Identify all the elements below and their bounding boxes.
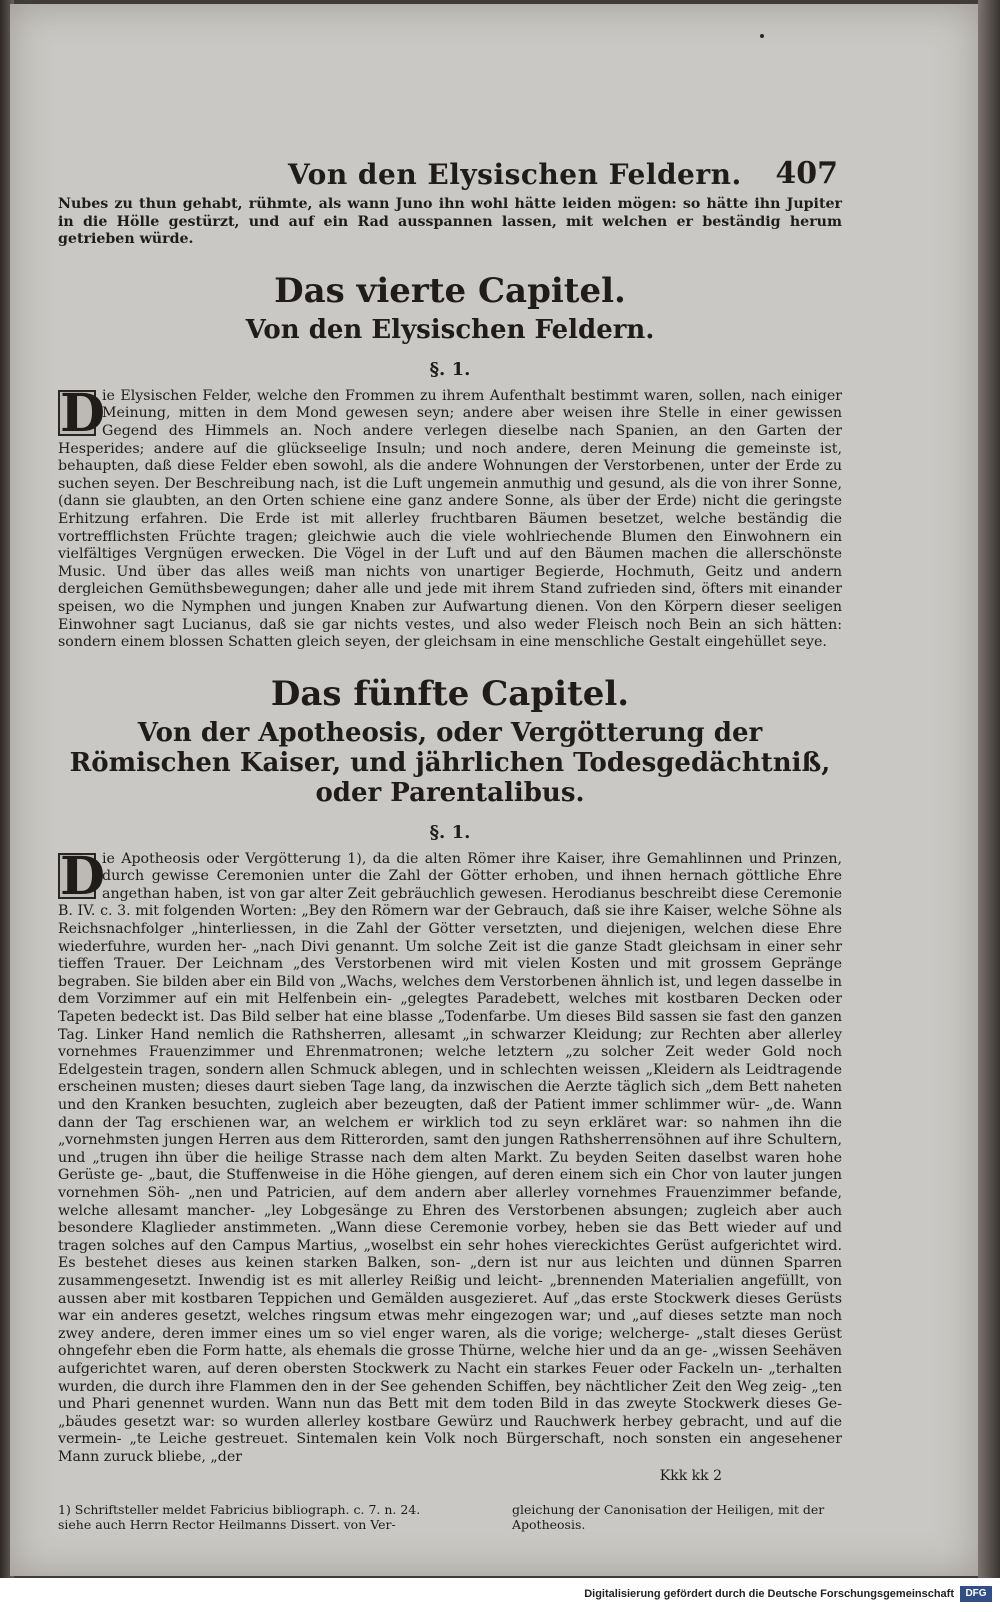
running-head xyxy=(58,150,842,196)
dropcap-initial: D xyxy=(60,382,106,444)
chapter-four-body xyxy=(58,382,842,652)
chapter-five-body xyxy=(58,845,842,1467)
chapter-four-section-mark: §. 1. xyxy=(429,358,471,380)
chapter-four-text: ie Elysischen Felder, welche den Frommen zu ihrem Aufenthalt bestimmt waren, sollen, nach einiger Meinung, mitten in dem Mond gewesen seyn; andere aber weisen ihre Stelle in einer gewissen Gegend des Himmels an. Noch andere verlegen dieselbe nach Spanien, an den Garten der Hesperides; andere auf die glückseelige Insuln; und noch andere, deren Meinung die gemeinste ist, behaupten, daß diese Felder eben sowohl, als die andere Wohnungen der Verstorbenen, unter der Erde zu suchen seyen. Der Beschreibung nach, ist die Luft ungemein anmuthig und gesund, als die von ihrer Sonne, (dann sie glaubten, an den Orten schiene eine ganz andere Sonne, als über der Erde) nicht die geringste Erhitzung erfahren. Die Erde ist mit allerley fruchtbaren Bäumen besetzet, welche beständig die vortrefflichsten Früchte tragen; gleichwie auch die viele wohlriechende Blumen den Einwohnern ein vielfältiges Vergnügen erwecken. Die Vögel in der Luft und auf den Bäumen machen die allerschönste Music. Und über das alles weiß man nichts von unartiger Begierde, Hochmuth, Geitz und andern dergleichen Gemüthsbewegungen; daher alle und jede mit ihrem Stand zufrieden sind, öfters mit einander speisen, wo die Nymphen und jungen Knaben zur Aufwartung dienen. Von den Körpern dieser seeligen Einwohner sagt Lucianus, daß sie gar nichts vestes, und also weder Fleisch noch Bein an sich hätten: sondern einem blossen Schatten gleich seyen, der gleichsam in eine menschliche Gestalt eingehüllet seye. xyxy=(58,387,842,651)
footnote-right: gleichung der Canonisation der Heiligen, mit der Apotheosis. xyxy=(512,1502,825,1533)
chapter-five-text: ie Apotheosis oder Vergötterung 1), da die alten Römer ihre Kaiser, ihre Gemahlinnen und Prinzen, durch gewisse Ceremonien unter die Zahl der Götter erhoben, und ihnen hernach göttliche Ehre angethan haben, ist von gar alter Zeit gebräuchlich gewesen. Herodianus beschreibt diese Ceremonie B. IV. c. 3. mit folgenden Worten: „Bey den Römern war der Gebrauch, daß sie ihre Kaiser, welche Söhne als Reichsnachfolger „hinterliessen, in die Zahl der Götter versetzten, und diejenigen, welchen diese Ehre wiederfuhre, wurden her- „nach Divi genannt. Um solche Zeit ist die ganze Stadt gleichsam in einer sehr tieffen Trauer. Der Leichnam „des Verstorbenen wird mit vielen Kosten und mit grossem Gepränge begraben. Sie bilden aber ein Bild von „Wachs, welches dem Verstorbenen ähnlich ist, und legen dasselbe in dem Vorzimmer auf ein mit Helfenbein ein- „gelegtes Paradebett, welches mit kostbaren Decken oder Tapeten bedeckt ist. Das Bild selber hat eine blasse „Todenfarbe. Um dieses Bild sassen sie fast den ganzen Tag. Linker Hand nemlich die Rathsherren, allesamt „in schwarzer Kleidung; zur Rechten aber allerley vornehmes Frauenzimmer und Ehrenmatronen; welche letztern „zu solcher Zeit weder Gold noch Edelgestein tragen, sondern allen Schmuck ablegen, und in schlechten weissen „Kleidern als Leidtragende erscheinen musten; dieses daurt sieben Tage lang, da inzwischen die Aerzte täglich sich „dem Bett naheten und den Kranken besuchten, zugleich aber bezeugten, daß der Patient immer schlimmer wür- „de. Wann dann der Tag erschienen war, an welchem er wirklich tod zu seyn erkläret war: so nahmen ihn die „vornehmsten jungen Herren aus dem Ritterorden, samt den jungen Rathsherrensöhnen auf ihre Schultern, und „trugen ihn über die heilige Strasse nach dem alten Markt. Zu beyden Seiten daselbst waren hohe Gerüste ge- „baut, die Stuffenweise in die Höhe giengen, auf deren einem sich ein Chor von lauter jungen vornehmen Söh- „nen und Patricien, auf dem andern aber allerley vornehmes Frauenzimmer befande, welche allesamt mancher- „ley Lobgesänge zu Ehren des Verstorbenen absungen; zugleich aber auch besondere Klaglieder anstimmeten. „Wann diese Ceremonie vorbey, heben sie das Bett wieder auf und tragen solches auf den Campus Martius, „woselbst ein sehr hohes viereckichtes Gerüst aufgerichtet wird. Es bestehet dieses aus keinen starken Balken, son- „dern ist nur aus leichten und dünnen Sparren zusammengesetzt. Inwendig ist es mit allerley Reißig und leicht- „brennenden Materialien angefüllt, von aussen aber mit kostbaren Teppichen und Gemälden ausgezieret. Auf „das erste Stockwerk dieses Gerüsts war ein anderes gesetzt, welches ringsum etwas mehr eingezogen war; und „auf dieses setzte man noch zwey andere, deren immer eines um so viel enger waren, als die vorige; welcherge- „stalt dieses Gerüst ohngefehr eben die Form hatte, als ehemals die grosse Thürne, welche hier und da an ge- „wissen Seehäven aufgerichtet waren, auf deren obersten Stockwerk zu Nacht ein starkes Feuer oder Fackeln un- „terhalten wurden, die durch ihre Flammen den in der See gehenden Schiffen, bey nächtlicher Zeit den Weg zeig- „ten und Phari genennet wurden. Wann nun das Bett mit dem toden Bild in das zweyte Stockwerk dieses Ge- „bäudes gesetzt war: so wurden allerley kostbare Gewürz und Rauchwerk herbey gebracht, und auf die vermein- „te Leiche gestreuet. Sintemalen kein Volk noch Bürgerschaft, noch sonsten ein angesehener Mann zuruck bliebe, „der xyxy=(58,850,842,1465)
chapter-four-subtitle: Von den Elysischen Feldern. xyxy=(245,314,655,345)
chapter-five xyxy=(58,674,842,1485)
dfg-logo-icon: DFG xyxy=(960,1586,992,1602)
lead-paragraph-block xyxy=(58,196,842,249)
page-number: 407 xyxy=(775,156,838,191)
chapter-five-subtitle: Von der Apotheosis, oder Vergötterung der Römischen Kaiser, und jährlichen Todesgedächtniß, oder Parentalibus. xyxy=(69,717,831,808)
footer-bar xyxy=(0,1578,1000,1612)
footnotes xyxy=(58,1502,842,1532)
chapter-four xyxy=(58,271,842,652)
signature-mark: Kkk kk 2 xyxy=(659,1468,722,1485)
ink-speck xyxy=(760,34,764,38)
dropcap-initial: D xyxy=(60,845,106,907)
chapter-five-title: Das fünfte Capitel. xyxy=(270,673,630,714)
page-content xyxy=(58,150,842,1532)
chapter-four-title: Das vierte Capitel. xyxy=(274,270,626,311)
running-title: Von den Elysischen Feldern. xyxy=(288,158,742,191)
chapter-five-section-mark: §. 1. xyxy=(429,821,471,843)
footer-credit: Digitalisierung gefördert durch die Deutsche Forschungsgemeinschaft xyxy=(584,1588,954,1600)
lead-paragraph: Nubes zu thun gehabt, rühmte, als wann Juno ihn wohl hätte leiden mögen: so hätte ihn Jupiter in die Hölle gestürzt, und auf ein Rad ausspannen lassen, mit welchen er beständig herum getrieben würde. xyxy=(58,196,842,248)
footnote-left: 1) Schriftsteller meldet Fabricius bibliograph. c. 7. n. 24. siehe auch Herrn Rector Heilmanns Dissert. von Ver- xyxy=(58,1502,421,1533)
book-edge-right xyxy=(978,0,1000,1578)
